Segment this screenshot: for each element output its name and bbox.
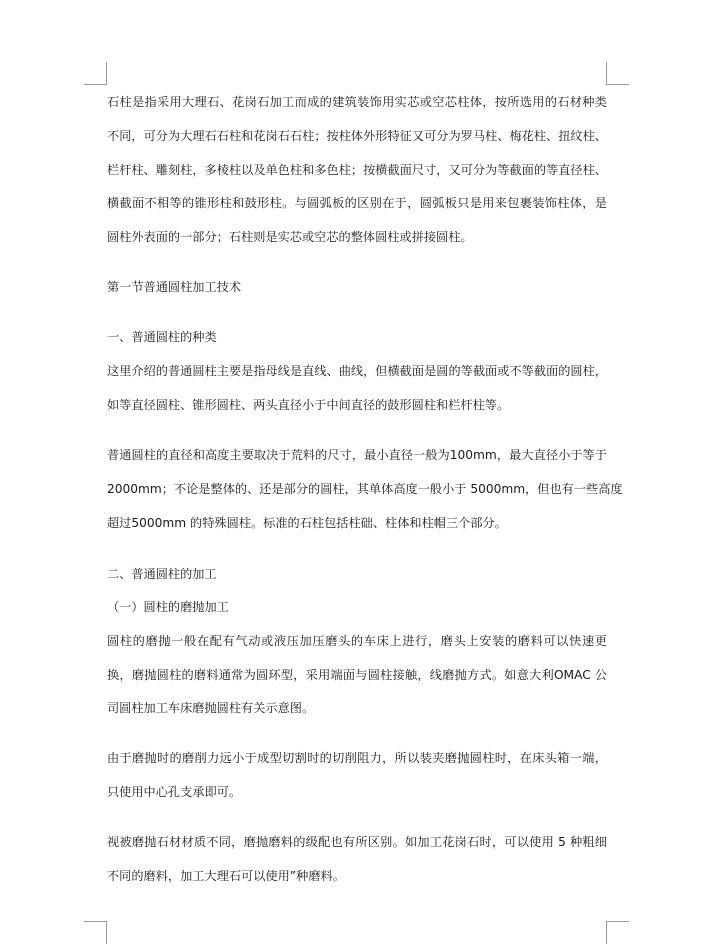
paragraph-line: 这里介绍的普通圆柱主要是指母线是直线、曲线，但横截面是圆的等截面或不等截面的圆柱， bbox=[107, 364, 607, 378]
paragraph-line: 2000mm；不论是整体的、还是部分的圆柱，其单体高度一般小于 5000mm，但也有一些高度 bbox=[107, 482, 623, 496]
section-heading: 第一节普通圆柱加工技术 bbox=[107, 280, 242, 294]
paragraph-line: 不同，可分为大理石石柱和花岗石石柱；按柱体外形特征又可分为罗马柱、梅花柱、扭纹柱、 bbox=[107, 129, 607, 143]
paragraph-line: 不同的磨料，加工大理石可以使用”种磨料。 bbox=[107, 869, 345, 883]
corner-mark-bottom-right bbox=[606, 921, 629, 944]
subsection-heading: 一、普通圆柱的种类 bbox=[107, 330, 217, 344]
paragraph-line: 视被磨抛石材材质不同，磨抛磨料的级配也有所区别。如加工花岗石时，可以使用 5 种粗细 bbox=[107, 835, 607, 849]
paragraph-line: 换，磨抛圆柱的磨料通常为圆环型，采用端面与圆柱接触，线磨抛方式。如意大利OMAC 公 bbox=[107, 668, 607, 682]
paragraph-line: 由于磨抛时的磨削力远小于成型切割时的切削阻力，所以装夹磨抛圆柱时，在床头箱一端， bbox=[107, 751, 607, 765]
paragraph-line: 横截面不相等的锥形柱和鼓形柱。与圆弧板的区别在于，圆弧板只是用来包裹装饰柱体，是 bbox=[107, 196, 607, 210]
corner-mark-top-right bbox=[606, 62, 629, 85]
paragraph-line: 圆柱外表面的一部分；石柱则是实芯或空芯的整体圆柱或拼接圆柱。 bbox=[107, 230, 473, 244]
corner-mark-top-left bbox=[84, 62, 107, 85]
subsection-heading: （一）圆柱的磨抛加工 bbox=[107, 600, 229, 614]
paragraph-line: 栏杆柱、雕刻柱，多棱柱以及单色柱和多色柱；按横截面尺寸，又可分为等截面的等直径柱、 bbox=[107, 163, 607, 177]
corner-mark-bottom-left bbox=[84, 921, 107, 944]
paragraph-line: 石柱是指采用大理石、花岗石加工而成的建筑装饰用实芯或空芯柱体，按所选用的石材种类 bbox=[107, 95, 607, 109]
paragraph-line: 圆柱的磨抛一般在配有气动或液压加压磨头的车床上进行，磨头上安装的磨料可以快速更 bbox=[107, 634, 607, 648]
paragraph-line: 如等直径圆柱、锥形圆柱、两头直径小于中间直径的鼓形圆柱和栏杆柱等。 bbox=[107, 398, 510, 412]
subsection-heading: 二、普通圆柱的加工 bbox=[107, 567, 217, 581]
paragraph-line: 司圆柱加工车床磨抛圆柱有关示意图。 bbox=[107, 701, 315, 715]
paragraph-line: 只使用中心孔支承即可。 bbox=[107, 785, 242, 799]
paragraph-line: 超过5000mm 的特殊圆柱。标准的石柱包括柱础、柱体和柱帽三个部分。 bbox=[107, 516, 507, 530]
paragraph-line: 普通圆柱的直径和高度主要取决于荒料的尺寸，最小直径一般为100mm，最大直径小于等于 bbox=[107, 448, 607, 462]
